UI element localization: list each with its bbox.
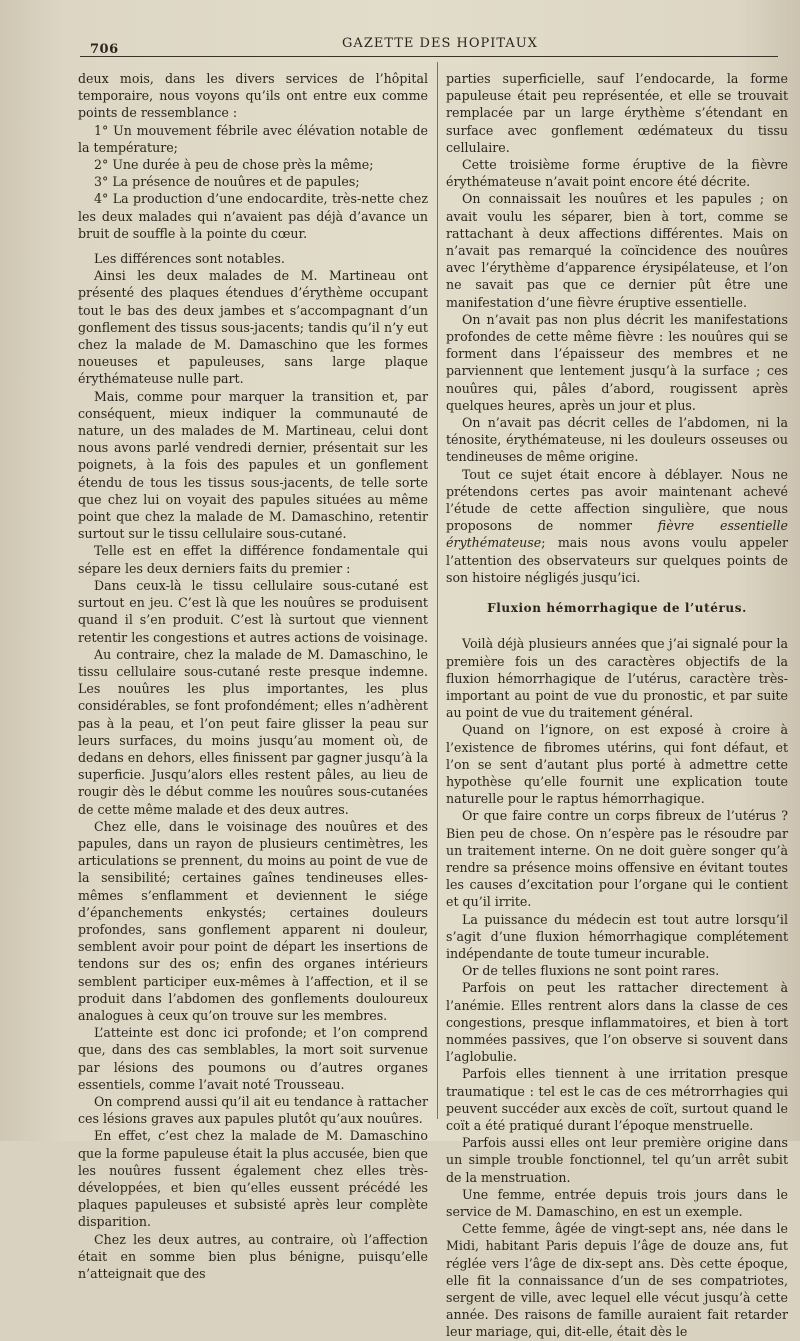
paragraph: La puissance du médecin est tout autre lorsqu’il s’agit d’une fluxion hémorrhagique complétement indépendante de toute tumeur incurable. xyxy=(446,911,788,961)
paragraph: Chez elle, dans le voisinage des nouûres et des papules, dans un rayon de plusieurs centimètres, les articulations se prennent, du moins au point de vue de la sensibilité; certaines gaînes tendineuses elles-mêmes s’enflamment et deviennent le siége d’épanchements enkystés; certaines douleurs profondes, sans gonflement apparent ni douleur, semblent avoir pour point de départ les insertions de tendons sur des os; enfin des organes intérieurs semblent participer eux-mêmes à l’affection, et il se produit dans l’abdomen des gonflements douloureux analogues à ceux qu’on trouve sur les membres. xyxy=(78,818,428,1023)
right-column xyxy=(446,70,788,1341)
page-number: 706 xyxy=(90,42,119,57)
italic-term: fièvre essentielle érythémateuse xyxy=(446,518,788,551)
paragraph: Quand on l’ignore, on est exposé à croire à l’existence de fibromes utérins, qui font défaut, et l’on se sent d’autant plus porté à admettre cette hypothèse qu’elle fournit une explication toute naturelle pour le raptus hémorrhagique. xyxy=(446,722,788,807)
paragraph: Telle est en effet la différence fondamentale qui sépare les deux derniers faits du premier : xyxy=(78,543,428,576)
paragraph: deux mois, dans les divers services de l’hôpital temporaire, nous voyons qu’ils ont entre eux comme points de ressemblance : xyxy=(78,71,428,121)
paragraph: 1° Un mouvement fébrile avec élévation notable de la température; xyxy=(78,122,428,155)
paragraph: On comprend aussi qu’il ait eu tendance à rattacher ces lésions graves aux papules plutôt qu’aux nouûres. xyxy=(78,1093,428,1127)
paragraph: 3° La présence de nouûres et de papules; xyxy=(94,174,360,190)
paragraph: Les différences sont notables. xyxy=(94,251,285,267)
paragraph: Parfois aussi elles ont leur première origine dans un simple trouble fonctionnel, tel qu’un arrêt subit de la menstruation. xyxy=(446,1135,788,1185)
paragraph: Or que faire contre un corps fibreux de l’utérus ? Bien peu de chose. On n’espère pas le résoudre par un traitement interne. On ne doit guère songer qu’à rendre sa présence moins offensive en évitant toutes les causes d’excitation pour l’organe qui le contient et qu’il irrite. xyxy=(446,808,788,910)
paragraph: Dans ceux-là le tissu cellulaire sous-cutané est surtout en jeu. C’est là que les nouûres se produisent quand il s’en produit. C’est là surtout que viennent retentir les congestions et autres actions de voisinage. xyxy=(78,577,428,645)
paragraph: Une femme, entrée depuis trois jours dans le service de M. Damaschino, en est un exemple. xyxy=(446,1186,788,1219)
text-run: ; mais nous avons voulu appeler l’attention des observateurs sur quelques points de son histoire négligés jusqu’ici. xyxy=(446,535,788,585)
paragraph: Chez les deux autres, au contraire, où l’affection était en somme bien plus bénigne, puisqu’elle n’atteignait que des xyxy=(78,1231,428,1282)
paragraph: Voilà déjà plusieurs années que j’ai signalé pour la première fois un des caractères objectifs de la fluxion hémorrhagique de l’utérus, caractère très-important au point de vue du pronostic, et par suite au point de vue du traitement général. xyxy=(446,636,788,721)
paragraph: Cette femme, âgée de vingt-sept ans, née dans le Midi, habitant Paris depuis l’âge de douze ans, fut réglée vers l’âge de dix-sept ans. Dès cette époque, elle fit la connaissance d’un de ses compatriotes, sergent de ville, avec lequel elle vécut jusqu’à cette année. Des raisons de famille auraient fait retarder leur mariage, qui, dit-elle, était dès le xyxy=(446,1221,788,1340)
paragraph: Mais, comme pour marquer la transition et, par conséquent, mieux indiquer la communauté de nature, un des malades de M. Martineau, celui dont nous avons parlé vendredi dernier, présentait sur les poignets, à la fois des papules et un gonflement étendu de tous les tissus sous-jacents, de telle sorte que chez lui on voyait des papules situées au même point que chez la malade de M. Damaschino, retentir surtout sur le tissu cellulaire sous-cutané. xyxy=(78,388,428,542)
left-column xyxy=(78,70,428,1282)
paragraph: En effet, c’est chez la malade de M. Damaschino que la forme papuleuse était la plus accusée, bien que les nouûres fussent également chez elles très-développées, et bien qu’elles eussent précédé les plaques papuleuses et subsisté après leur complète disparition. xyxy=(78,1128,428,1230)
paragraph: 2° Une durée à peu de chose près la même; xyxy=(94,157,374,173)
paragraph: Or de telles fluxions ne sont point rares. xyxy=(462,963,720,979)
text-run: Tout ce sujet était encore à déblayer. Nous ne prétendons certes pas avoir maintenant achevé l’étude de cette affection singulière, que nous proposons de nommer xyxy=(446,466,788,534)
paragraph: L’atteinte est donc ici profonde; et l’on comprend que, dans des cas semblables, la mort soit survenue par lésions des poumons ou d’autres organes essentiels, comme l’avait noté Trousseau. xyxy=(78,1025,428,1092)
paragraph: Parfois on peut les rattacher directement à l’anémie. Elles rentrent alors dans la classe de ces congestions, presque inflammatoires, et bien à tort nommées passives, que l’on observe si souvent dans l’aglobulie. xyxy=(446,980,788,1065)
column-divider xyxy=(437,62,438,1119)
paragraph: Parfois elles tiennent à une irritation presque traumatique : tel est le cas de ces métrorrhagies qui peuvent succéder aux excès de coït, surtout quand le coït a été pratiqué durant l’époque menstruelle. xyxy=(446,1066,788,1133)
paragraph: parties superficielle, sauf l’endocarde, la forme papuleuse était peu représentée, et elle se trouvait remplacée par un large érythème s’étendant en surface avec gonflement œdémateux du tissu cellulaire. xyxy=(446,71,788,155)
paragraph: Cette troisième forme éruptive de la fièvre érythémateuse n’avait point encore été décrite. xyxy=(446,157,788,190)
paragraph: Ainsi les deux malades de M. Martineau ont présenté des plaques étendues d’érythème occupant tout le bas des deux jambes et s’accompagnant d’un gonflement des tissus sous-jacents; tandis qu’il n’y eut chez la malade de M. Damaschino que les formes noueuses et papuleuses, sans large plaque érythémateuse nulle part. xyxy=(78,268,428,387)
paragraph: On connaissait les nouûres et les papules ; on avait voulu les séparer, bien à tort, comme se rattachant à deux affections différentes. Mais on n’avait pas remarqué la coïncidence des nouûres avec l’érythème d’apparence érysipélateuse, et l’on ne savait pas que ce dernier pût être une manifestation d’une fièvre éruptive essentielle. xyxy=(446,191,788,310)
paragraph: Au contraire, chez la malade de M. Damaschino, le tissu cellulaire sous-cutané reste presque indemne. Les nouûres les plus importantes, les plus considérables, se font profondément; elles n’adhèrent pas à la peau, et l’on peut faire glisser la peau sur leurs surfaces, du moins jusqu’au moment où, de dedans en dehors, elles finissent par gagner jusqu’à la superficie. Jusqu’alors elles restent pâles, au lieu de rougir dès le début comme les nouûres sous-cutanées de cette même malade et des deux autres. xyxy=(78,646,428,817)
paragraph: On n’avait pas décrit celles de l’abdomen, ni la ténosite, érythémateuse, ni les douleurs osseuses ou tendineuses de même origine. xyxy=(446,415,788,465)
paragraph-with-italic xyxy=(446,466,788,586)
section-title: Fluxion hémorrhagique de l’utérus. xyxy=(487,601,747,616)
paragraph: On n’avait pas non plus décrit les manifestations profondes de cette même fièvre : les nouûres qui se forment dans l’épaisseur des membres et ne parviennent que lentement jusqu’à la surface ; ces nouûres qui, pâles d’abord, rougissent après quelques heures, après un jour et plus. xyxy=(446,311,788,413)
journal-title: GAZETTE DES HOPITAUX xyxy=(342,36,538,51)
header-rule xyxy=(80,56,778,57)
paragraph: 4° La production d’une endocardite, très-nette chez les deux malades qui n’avaient pas déjà d’avance un bruit de souffle à la pointe du cœur. xyxy=(78,191,428,241)
